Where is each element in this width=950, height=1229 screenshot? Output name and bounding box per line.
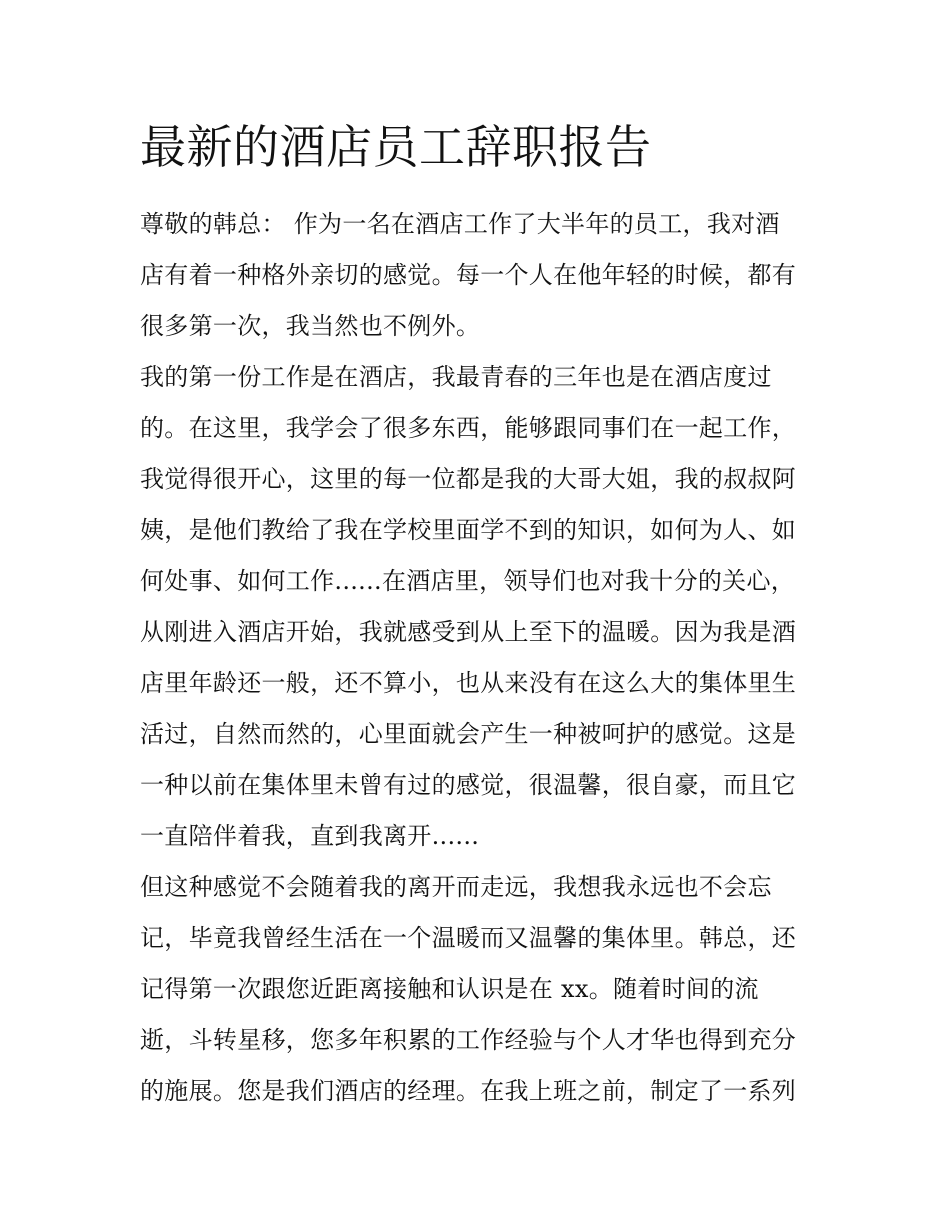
body-line: 我觉得很开心，这里的每一位都是我的大哥大姐，我的叔叔阿	[140, 465, 797, 493]
body-line: 店有着一种格外亲切的感觉。每一个人在他年轻的时候，都有	[140, 261, 797, 289]
body-line: 很多第一次，我当然也不例外。	[140, 312, 481, 340]
document-title: 最新的酒店员工辞职报告	[140, 120, 652, 174]
document-body	[140, 199, 830, 1117]
body-line: 何处事、如何工作......在酒店里，领导们也对我十分的关心，	[140, 567, 796, 595]
body-line: 从刚进入酒店开始，我就感受到从上至下的温暖。因为我是酒	[140, 618, 797, 646]
body-line: 的。在这里，我学会了很多东西，能够跟同事们在一起工作，	[140, 414, 797, 442]
body-line: 姨，是他们教给了我在学校里面学不到的知识，如何为人、如	[140, 516, 797, 544]
body-line: 但这种感觉不会随着我的离开而走远，我想我永远也不会忘	[140, 873, 772, 901]
body-line: 我的第一份工作是在酒店，我最青春的三年也是在酒店度过	[140, 363, 772, 391]
body-line: 逝，斗转星移，您多年积累的工作经验与个人才华也得到充分	[140, 1026, 797, 1054]
body-line: 记，毕竟我曾经生活在一个温暖而又温馨的集体里。韩总，还	[140, 924, 797, 952]
body-line: 一直陪伴着我，直到我离开......	[140, 822, 480, 850]
body-line: 一种以前在集体里未曾有过的感觉，很温馨，很自豪，而且它	[140, 771, 797, 799]
body-line: 的施展。您是我们酒店的经理。在我上班之前，制定了一系列	[140, 1077, 797, 1105]
body-line: 活过，自然而然的，心里面就会产生一种被呵护的感觉。这是	[140, 720, 797, 748]
body-line: 店里年龄还一般，还不算小，也从来没有在这么大的集体里生	[140, 669, 797, 697]
body-line: 记得第一次跟您近距离接触和认识是在 xx。随着时间的流	[140, 975, 759, 1003]
body-line: 尊敬的韩总： 作为一名在酒店工作了大半年的员工，我对酒	[140, 210, 780, 238]
